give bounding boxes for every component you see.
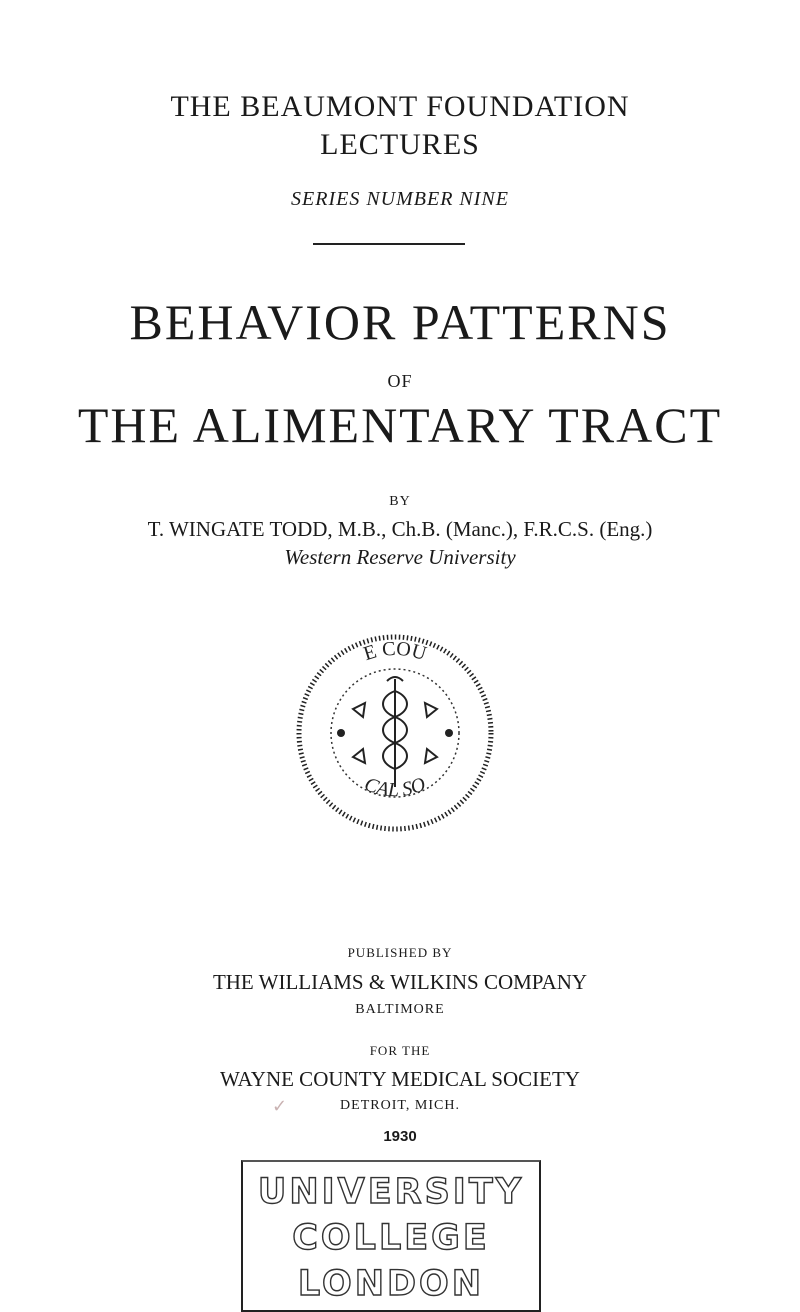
by-label: BY [389, 494, 411, 509]
seal-top-text: E COU [360, 637, 429, 666]
divider-rule [313, 243, 465, 245]
series-title-line1: THE BEAUMONT FOUNDATION [170, 90, 630, 123]
seal-bottom-text: CAL SO [361, 773, 429, 802]
library-stamp [241, 1160, 541, 1312]
society-city: DETROIT, MICH. [340, 1098, 460, 1113]
society-name: WAYNE COUNTY MEDICAL SOCIETY [220, 1067, 580, 1091]
pencil-mark: ✓ [272, 1096, 288, 1117]
svg-text:E COU [361, 638, 430, 665]
book-title-line2: THE ALIMENTARY TRACT [77, 397, 723, 453]
stamp-line-2: COLLEGE [292, 1218, 490, 1258]
published-by-label: PUBLISHED BY [347, 945, 453, 960]
stamp-line-3: LONDON [297, 1264, 485, 1304]
publication-year: 1930 [383, 1128, 417, 1145]
book-title-line1: BEHAVIOR PATTERNS [129, 294, 671, 350]
series-number: SERIES NUMBER NINE [291, 188, 509, 210]
publisher-name: THE WILLIAMS & WILKINS COMPANY [212, 970, 588, 994]
book-title-of: OF [387, 371, 413, 391]
series-title-line2: LECTURES [320, 128, 480, 161]
author-name: T. WINGATE TODD, M.B., Ch.B. (Manc.), F.R.C.S. (Eng.) [147, 517, 653, 541]
society-seal-icon [295, 633, 495, 833]
author-affiliation: Western Reserve University [284, 545, 516, 569]
stamp-line-1: UNIVERSITY [257, 1172, 525, 1212]
for-the-label: FOR THE [369, 1043, 431, 1058]
publisher-city: BALTIMORE [355, 1002, 445, 1017]
